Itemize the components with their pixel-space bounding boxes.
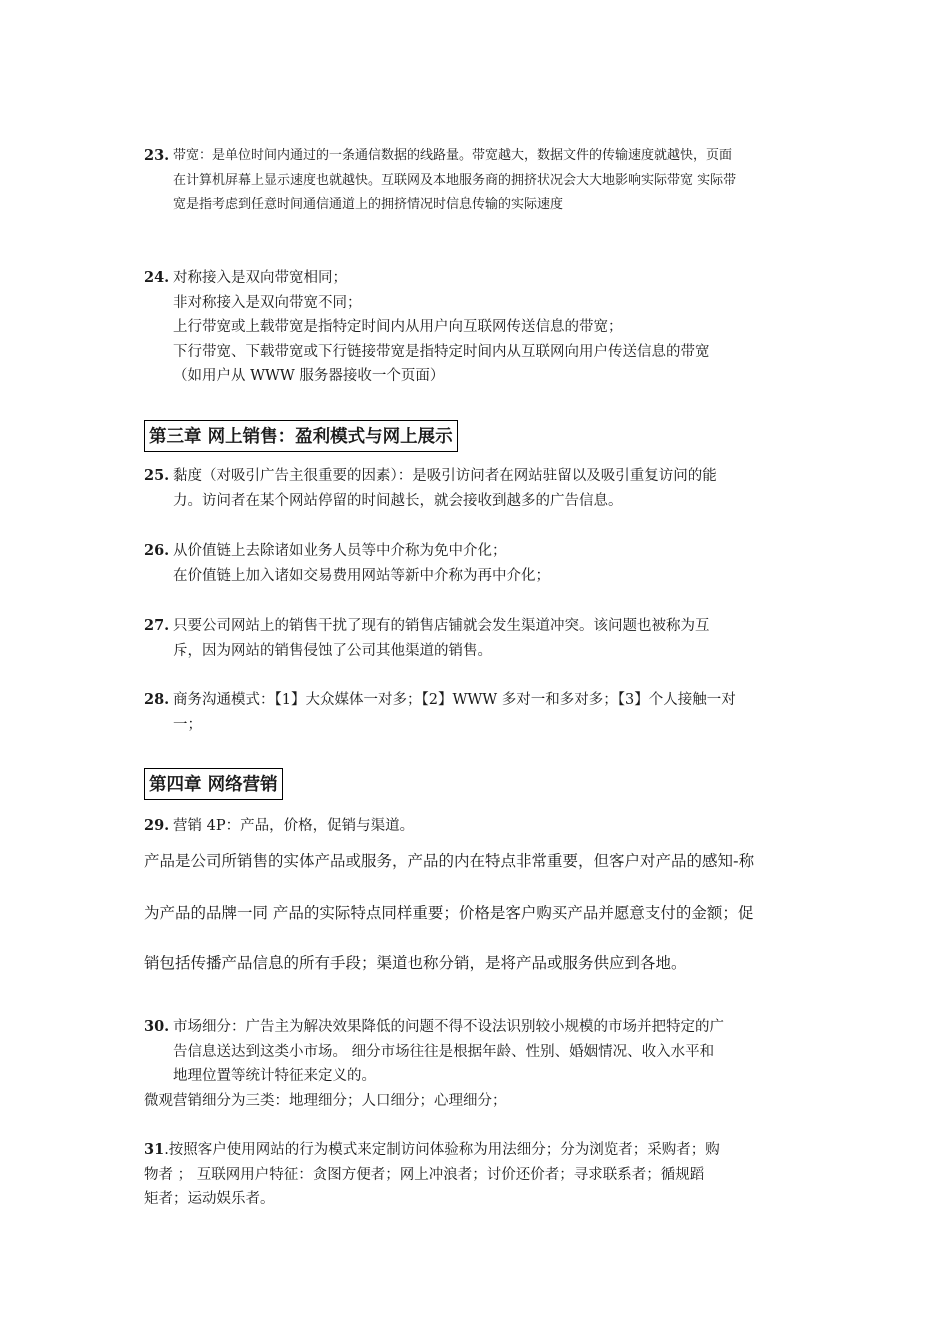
item-line: 黏度（对吸引广告主很重要的因素）：是吸引访问者在网站驻留以及吸引重复访问的能 xyxy=(173,468,717,484)
item-31 xyxy=(144,1138,810,1212)
item-line: 物者 ； 互联网用户特征：贪图方便者；网上冲浪者；讨价还价者；寻求联系者；循规蹈 xyxy=(144,1166,705,1183)
item-number: 24. xyxy=(144,269,170,286)
item-number: 28. xyxy=(144,691,170,708)
chapter-3-heading: 第三章 网上销售：盈利模式与网上展示 xyxy=(144,420,458,452)
item-line: 告信息送达到这类小市场。 细分市场往往是根据年龄、性别、婚姻情况、收入水平和 xyxy=(173,1043,715,1060)
item-line: 商务沟通模式：【1】大众媒体一对多；【2】WWW 多对一和多对多；【3】个人接触一对 xyxy=(173,692,736,708)
item-24 xyxy=(144,266,806,389)
item-31-first-line: .按照客户使用网站的行为模式来定制访问体验称为用法细分；分为浏览者；采购者；购 xyxy=(164,1142,720,1158)
item-number: 25. xyxy=(144,467,170,484)
4p-paragraph-line: 为产品的品牌一同 产品的实际特点同样重要；价格是客户购买产品并愿意支付的金额；促 xyxy=(144,904,754,922)
item-line: 矩者；运动娱乐者。 xyxy=(144,1191,275,1207)
item-line: 市场细分：广告主为解决效果降低的问题不得不设法识别较小规模的市场并把特定的广 xyxy=(173,1019,724,1035)
micro-marketing-line xyxy=(144,1089,810,1114)
item-26 xyxy=(144,539,806,588)
item-number: 29. xyxy=(144,817,170,834)
item-number: 27. xyxy=(144,617,170,634)
item-line: （如用户从 WWW 服务器接收一个页面） xyxy=(173,368,445,384)
item-line: 只要公司网站上的销售干扰了现有的销售店铺就会发生渠道冲突。该问题也被称为互 xyxy=(173,618,710,634)
item-28 xyxy=(144,688,806,737)
item-number: 31 xyxy=(144,1141,165,1158)
4p-paragraph-line: 产品是公司所销售的实体产品或服务，产品的内在特点非常重要，但客户对产品的感知-称 xyxy=(144,852,755,870)
item-29 xyxy=(144,814,806,839)
item-line: 营销 4P：产品，价格，促销与渠道。 xyxy=(173,818,415,834)
item-line: 宽是指考虑到任意时间通信通道上的拥挤情况时信息传输的实际速度 xyxy=(173,197,564,212)
item-number: 30. xyxy=(144,1018,170,1035)
item-number: 26. xyxy=(144,542,170,559)
item-line: 在计算机屏幕上显示速度也就越快。互联网及本地服务商的拥挤状况会大大地影响实际带宽 实际带 xyxy=(173,172,737,188)
item-line xyxy=(144,1138,810,1163)
item-line: 地理位置等统计特征来定义的。 xyxy=(173,1068,376,1084)
item-line: 非对称接入是双向带宽不同； xyxy=(173,294,362,311)
micro-line: 微观营销细分为三类：地理细分；人口细分；心理细分； xyxy=(144,1093,507,1109)
item-line: 一； xyxy=(173,716,202,733)
item-23 xyxy=(144,144,806,218)
item-line: 上行带宽或上载带宽是指特定时间内从用户向互联网传送信息的带宽； xyxy=(173,319,623,335)
item-line: 对称接入是双向带宽相同； xyxy=(173,270,347,286)
item-line: 从价值链上去除诸如业务人员等中介称为免中介化； xyxy=(173,543,507,559)
4p-paragraph-line: 销包括传播产品信息的所有手段；渠道也称分销，是将产品或服务供应到各地。 xyxy=(144,954,687,972)
item-line: 斥，因为网站的销售侵蚀了公司其他渠道的销售。 xyxy=(173,642,492,659)
item-27 xyxy=(144,614,806,663)
item-25 xyxy=(144,464,806,513)
item-number: 23. xyxy=(144,147,170,164)
item-line: 力。访问者在某个网站停留的时间越长，就会接收到越多的广告信息。 xyxy=(173,492,623,509)
item-line: 在价值链上加入诸如交易费用网站等新中介称为再中介化； xyxy=(173,567,550,584)
item-line: 下行带宽、下载带宽或下行链接带宽是指特定时间内从互联网向用户传送信息的带宽 xyxy=(173,343,710,360)
chapter-4-heading: 第四章 网络营销 xyxy=(144,768,283,800)
item-30 xyxy=(144,1015,806,1089)
item-line: 带宽：是单位时间内通过的一条通信数据的线路量。带宽越大，数据文件的传输速度就越快，页面 xyxy=(173,148,733,163)
